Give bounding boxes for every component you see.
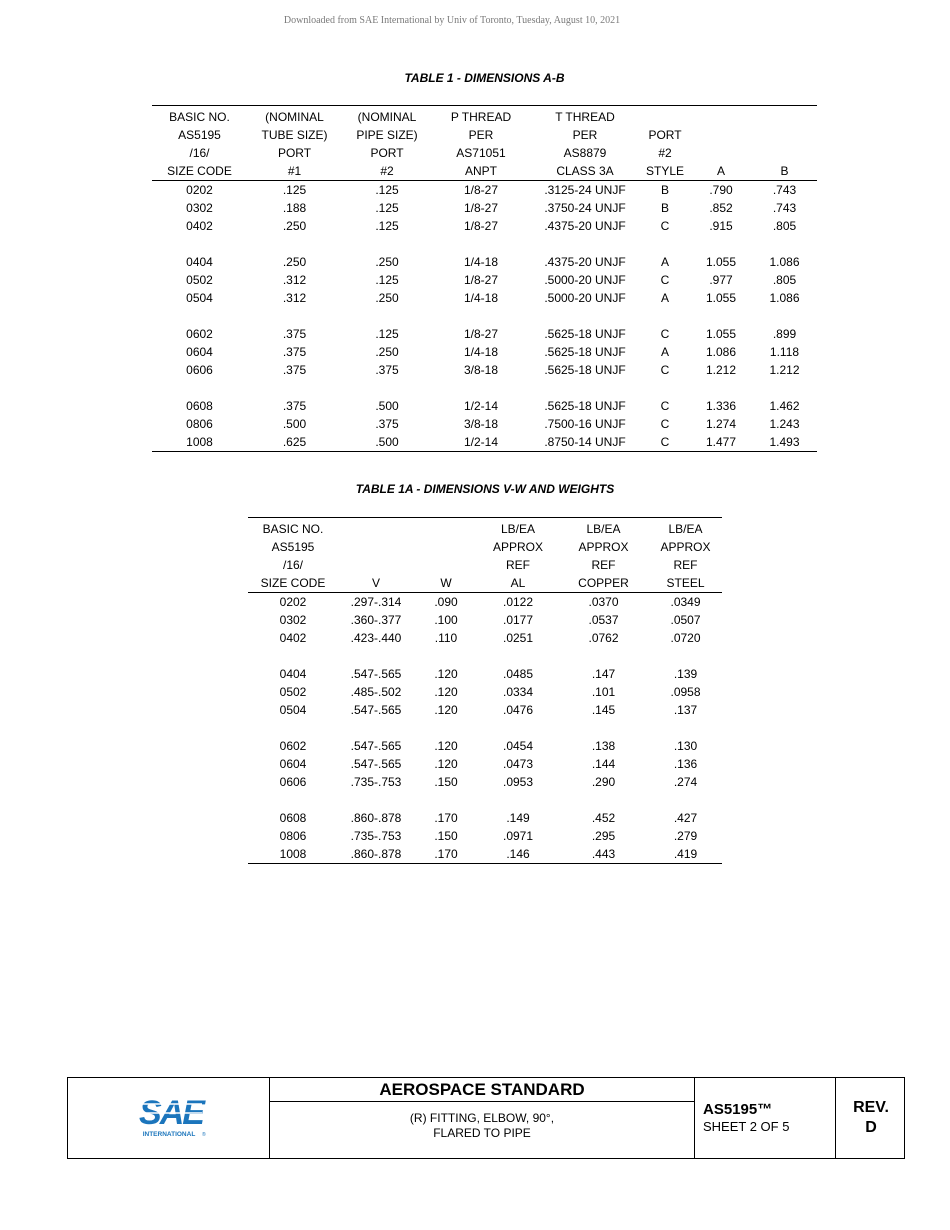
table-cell: .0537 <box>588 613 619 627</box>
revision-value: D <box>865 1119 877 1136</box>
table-cell: .150 <box>434 775 458 789</box>
header-cell: STEEL <box>649 574 722 593</box>
table-cell: .130 <box>673 739 698 753</box>
header-cell: AS5195 <box>271 540 315 554</box>
document-title <box>270 1102 694 1141</box>
header-cell: V <box>338 574 414 593</box>
logo-cell <box>68 1078 270 1158</box>
table-cell: .500 <box>375 399 399 413</box>
table-cell: .312 <box>282 291 307 305</box>
table-cell: 0608 <box>186 399 213 413</box>
table-cell: .375 <box>282 327 307 341</box>
table-cell: 0602 <box>186 327 213 341</box>
revision-label: REV. <box>853 1099 889 1116</box>
table-cell: .443 <box>558 845 649 864</box>
table-cell: B <box>660 201 669 215</box>
table-cell: 1.336 <box>705 399 737 413</box>
table-cell: .5625-18 UNJF <box>544 345 626 359</box>
header-cell: BASIC NO. <box>248 518 338 539</box>
table-cell: 1.243 <box>769 417 800 431</box>
table-cell: .743 <box>772 183 797 197</box>
header-cell: /16/ <box>282 558 303 572</box>
table-cell: .0485 <box>502 667 534 681</box>
table1a-caption: TABLE 1A - DIMENSIONS V-W AND WEIGHTS <box>355 482 615 496</box>
header-cell: (NOMINAL <box>342 106 432 127</box>
table-cell: .419 <box>649 845 722 864</box>
table-cell: 1.212 <box>769 363 800 377</box>
table-cell: C <box>660 327 670 341</box>
spacer-cell <box>152 379 817 397</box>
table-cell: .297-.314 <box>350 595 402 609</box>
spacer-cell <box>248 719 722 737</box>
table-row <box>248 845 722 864</box>
table-cell: .0958 <box>670 685 701 699</box>
header-cell: A <box>690 162 752 181</box>
table-cell: 1/4-18 <box>463 291 499 305</box>
table-cell: .0507 <box>670 613 701 627</box>
table-row <box>152 361 817 379</box>
table-cell: .279 <box>673 829 698 843</box>
table-cell: .0334 <box>502 685 534 699</box>
table-cell: .274 <box>673 775 698 789</box>
table-row <box>248 665 722 683</box>
table-cell: A <box>660 291 669 305</box>
header-cell: W <box>414 574 478 593</box>
header-cell: B <box>752 162 817 181</box>
table-cell: .0953 <box>502 775 534 789</box>
header-row <box>248 538 722 556</box>
header-cell: PORT <box>648 128 682 142</box>
table-cell: 1/2-14 <box>463 399 499 413</box>
table-row <box>248 737 722 755</box>
table-cell: C <box>660 363 670 377</box>
header-cell: LB/EA <box>558 518 649 539</box>
table-cell: .500 <box>282 417 307 431</box>
table-cell: .375 <box>375 363 399 377</box>
table-cell: 1.055 <box>705 291 737 305</box>
table-cell: 0404 <box>186 255 213 269</box>
table-cell: .139 <box>673 667 698 681</box>
table-cell: .0720 <box>670 631 701 645</box>
table-cell: .125 <box>282 183 307 197</box>
table-cell: .0122 <box>502 595 534 609</box>
table-cell: 0502 <box>279 685 307 699</box>
table-row <box>152 415 817 433</box>
table-cell: .250 <box>375 345 399 359</box>
table-cell: .427 <box>673 811 698 825</box>
document-number: AS5195™ <box>703 1101 773 1118</box>
table-cell: .375 <box>282 345 307 359</box>
table-cell: 0806 <box>279 829 307 843</box>
table-row <box>248 773 722 791</box>
table-cell: 3/8-18 <box>463 417 499 431</box>
table-row <box>248 593 722 612</box>
table-cell: .547-.565 <box>350 703 402 717</box>
table-cell: 0202 <box>279 595 307 609</box>
spacer-cell <box>248 791 722 809</box>
header-cell <box>690 126 752 144</box>
table-cell: A <box>660 345 669 359</box>
header-cell: REF <box>506 558 530 572</box>
header-cell: AS5195 <box>178 128 221 142</box>
table-cell: .188 <box>282 201 307 215</box>
table-cell: B <box>660 183 669 197</box>
spacer-row <box>248 647 722 665</box>
title-cell <box>270 1078 695 1158</box>
header-cell: ANPT <box>432 162 530 181</box>
header-cell <box>752 106 817 127</box>
table-cell: .0251 <box>502 631 534 645</box>
table-cell: 0504 <box>279 703 307 717</box>
header-cell: T THREAD <box>530 106 640 127</box>
table-cell: .120 <box>434 739 458 753</box>
header-cell: #2 <box>658 146 672 160</box>
table-cell: C <box>660 219 670 233</box>
table-cell: 0202 <box>186 183 213 197</box>
table-row <box>152 217 817 235</box>
table-cell: .375 <box>282 399 307 413</box>
table-cell: .5625-18 UNJF <box>544 363 626 377</box>
header-cell: AS71051 <box>456 146 506 160</box>
table-cell: 1.274 <box>705 417 737 431</box>
header-cell: LB/EA <box>649 518 722 539</box>
table-cell: C <box>660 417 670 431</box>
table-row <box>152 271 817 289</box>
table-cell: .5000-20 UNJF <box>544 273 626 287</box>
table-cell: .977 <box>709 273 733 287</box>
header-cell <box>338 518 414 539</box>
spacer-row <box>152 307 817 325</box>
table-cell: .0476 <box>502 703 534 717</box>
table-cell: .125 <box>375 327 399 341</box>
header-cell: REF <box>673 558 698 572</box>
table-row <box>248 809 722 827</box>
header-cell: APPROX <box>492 540 543 554</box>
table-cell: 1.086 <box>705 345 737 359</box>
table-cell: .101 <box>591 685 616 699</box>
sae-logo-icon <box>136 1092 206 1140</box>
table-cell: .625 <box>247 433 342 452</box>
table-cell: 1.055 <box>705 327 737 341</box>
table-cell: .137 <box>673 703 698 717</box>
table-cell: .735-.753 <box>350 829 402 843</box>
logo-subtitle: INTERNATIONAL <box>142 1131 196 1138</box>
header-cell: #1 <box>247 162 342 181</box>
header-cell <box>338 556 414 574</box>
table-cell: 1/4-18 <box>463 255 499 269</box>
table-cell: 0302 <box>186 201 213 215</box>
header-cell: CLASS 3A <box>530 162 640 181</box>
table-cell: 0402 <box>279 631 307 645</box>
header-cell: REF <box>591 558 616 572</box>
header-cell: BASIC NO. <box>152 106 247 127</box>
header-row <box>152 106 817 127</box>
table-cell: .0971 <box>502 829 534 843</box>
table-cell: 1.086 <box>769 291 800 305</box>
table-cell: 1/8-27 <box>463 327 499 341</box>
table-cell: .500 <box>342 433 432 452</box>
table-cell: .0370 <box>588 595 619 609</box>
header-row <box>248 574 722 593</box>
table-cell: .4375-20 UNJF <box>544 219 626 233</box>
table-cell: .423-.440 <box>350 631 402 645</box>
table-cell: .250 <box>282 219 307 233</box>
header-cell <box>414 538 478 556</box>
header-cell: PORT <box>277 146 312 160</box>
table-cell: .3750-24 UNJF <box>544 201 626 215</box>
title-line-1: (R) FITTING, ELBOW, 90°, <box>409 1111 555 1125</box>
table-row <box>152 253 817 271</box>
header-cell <box>414 518 478 539</box>
table-cell: .250 <box>375 291 399 305</box>
table-cell: 1008 <box>152 433 247 452</box>
table-row <box>152 433 817 452</box>
table-cell: 1/8-27 <box>463 183 499 197</box>
table-cell: .147 <box>591 667 616 681</box>
header-cell: PIPE SIZE) <box>356 128 418 142</box>
table-cell: .452 <box>591 811 616 825</box>
table-cell: .295 <box>591 829 616 843</box>
download-watermark: Downloaded from SAE International by Univ of Toronto, Tuesday, August 10, 2021 <box>283 15 621 26</box>
header-cell: PER <box>572 128 598 142</box>
header-cell: LB/EA <box>478 518 558 539</box>
table-row <box>248 701 722 719</box>
table-cell: .250 <box>282 255 307 269</box>
table-cell: 0606 <box>279 775 307 789</box>
table-cell: .120 <box>434 685 458 699</box>
table-cell: .170 <box>414 845 478 864</box>
table-cell: 1.212 <box>705 363 737 377</box>
table-row <box>248 683 722 701</box>
table-row <box>248 611 722 629</box>
table-cell: .125 <box>375 201 399 215</box>
table-cell: .805 <box>772 219 797 233</box>
table1-dimensions-a-b <box>152 105 817 452</box>
header-cell <box>752 144 817 162</box>
table-cell: 1/4-18 <box>463 345 499 359</box>
header-row <box>152 162 817 181</box>
header-cell: AS8879 <box>563 146 607 160</box>
table-cell: .144 <box>591 757 616 771</box>
table1-caption: TABLE 1 - DIMENSIONS A-B <box>404 71 565 85</box>
table-cell: 1/8-27 <box>463 219 499 233</box>
table-cell: C <box>660 399 670 413</box>
table-cell: .125 <box>375 219 399 233</box>
title-line-2: FLARED TO PIPE <box>433 1126 531 1140</box>
header-row <box>248 518 722 539</box>
table-cell: .852 <box>709 201 733 215</box>
table-row <box>152 397 817 415</box>
table-cell: .250 <box>375 255 399 269</box>
table-cell: .120 <box>434 667 458 681</box>
title-block <box>67 1077 905 1159</box>
table-row <box>248 755 722 773</box>
table-cell: .150 <box>434 829 458 843</box>
table-cell: .899 <box>772 327 797 341</box>
table-cell: .125 <box>375 273 399 287</box>
table-cell: .375 <box>375 417 399 431</box>
table-cell: .915 <box>709 219 733 233</box>
table-cell: .090 <box>434 595 458 609</box>
spacer-row <box>248 791 722 809</box>
table-cell: .790 <box>709 183 733 197</box>
header-cell <box>690 106 752 127</box>
spacer-row <box>248 719 722 737</box>
table-cell: .3125-24 UNJF <box>544 183 626 197</box>
table-cell: 1.055 <box>705 255 737 269</box>
header-cell: AL <box>478 574 558 593</box>
table-cell: .485-.502 <box>350 685 402 699</box>
table-cell: 1.118 <box>769 345 800 359</box>
header-row <box>248 556 722 574</box>
table-cell: .860-.878 <box>338 845 414 864</box>
table-cell: .120 <box>434 703 458 717</box>
header-cell: COPPER <box>558 574 649 593</box>
table-cell: 0604 <box>279 757 307 771</box>
table1a-dimensions-v-w-weights <box>248 517 722 864</box>
table-cell: 1.462 <box>769 399 800 413</box>
table-cell: .138 <box>591 739 616 753</box>
table-cell: .805 <box>772 273 797 287</box>
table-cell: .312 <box>282 273 307 287</box>
header-cell <box>338 538 414 556</box>
table-row <box>248 827 722 845</box>
header-row <box>152 126 817 144</box>
table-cell: 0504 <box>186 291 213 305</box>
table-cell: A <box>660 255 669 269</box>
logo-wordmark: SAE <box>139 1094 203 1132</box>
sheet-number: SHEET 2 OF 5 <box>703 1119 790 1134</box>
table-cell: .146 <box>478 845 558 864</box>
spacer-cell <box>152 307 817 325</box>
spacer-row <box>152 235 817 253</box>
table-cell: .290 <box>591 775 616 789</box>
revision-cell <box>836 1078 906 1158</box>
header-cell: APPROX <box>660 540 711 554</box>
header-cell: /16/ <box>189 146 210 160</box>
table-cell: .735-.753 <box>350 775 402 789</box>
table-cell: .7500-16 UNJF <box>544 417 626 431</box>
spacer-cell <box>152 235 817 253</box>
header-cell: PORT <box>370 146 404 160</box>
table-cell: 1/8-27 <box>463 273 499 287</box>
table-cell: 0404 <box>279 667 307 681</box>
table-cell: 0602 <box>279 739 307 753</box>
table-cell: 0806 <box>186 417 213 431</box>
standard-type: AEROSPACE STANDARD <box>270 1078 694 1102</box>
table-cell: .360-.377 <box>350 613 402 627</box>
table-cell: .125 <box>375 183 399 197</box>
table-cell: .136 <box>673 757 698 771</box>
table-cell: .8750-14 UNJF <box>530 433 640 452</box>
header-cell: APPROX <box>578 540 629 554</box>
header-cell <box>690 144 752 162</box>
table-cell: .170 <box>434 811 458 825</box>
table-cell: 0402 <box>186 219 213 233</box>
table-cell: .547-.565 <box>350 667 402 681</box>
table-cell: C <box>640 433 690 452</box>
header-row <box>152 144 817 162</box>
table-cell: 1008 <box>248 845 338 864</box>
header-cell: P THREAD <box>432 106 530 127</box>
table-row <box>152 289 817 307</box>
table-cell: .5625-18 UNJF <box>544 399 626 413</box>
table-cell: .375 <box>282 363 307 377</box>
spacer-row <box>152 379 817 397</box>
header-cell: SIZE CODE <box>152 162 247 181</box>
table-cell: 1/2-14 <box>432 433 530 452</box>
logo-registered-mark: ® <box>202 1132 206 1138</box>
table-cell: .5000-20 UNJF <box>544 291 626 305</box>
table-cell: 0608 <box>279 811 307 825</box>
table-cell: .149 <box>506 811 530 825</box>
table-cell: 1/8-27 <box>463 201 499 215</box>
header-cell <box>640 106 690 127</box>
header-cell <box>752 126 817 144</box>
header-cell: TUBE SIZE) <box>261 128 328 142</box>
table-cell: C <box>660 273 670 287</box>
table-cell: .547-.565 <box>350 739 402 753</box>
table-cell: .0473 <box>502 757 534 771</box>
table-cell: 1.086 <box>769 255 800 269</box>
table-cell: 1.477 <box>690 433 752 452</box>
table-cell: .0349 <box>670 595 701 609</box>
table-row <box>248 629 722 647</box>
table-cell: .743 <box>772 201 797 215</box>
table-cell: 3/8-18 <box>463 363 499 377</box>
spacer-cell <box>248 647 722 665</box>
table-row <box>152 199 817 217</box>
table-cell: .860-.878 <box>350 811 402 825</box>
table-cell: .5625-18 UNJF <box>544 327 626 341</box>
table-row <box>152 181 817 200</box>
table-cell: .0454 <box>502 739 534 753</box>
table-cell: .110 <box>434 631 458 645</box>
table-cell: 1.493 <box>752 433 817 452</box>
header-cell: (NOMINAL <box>247 106 342 127</box>
header-cell <box>414 556 478 574</box>
table-cell: .0762 <box>588 631 619 645</box>
header-cell: PER <box>468 128 494 142</box>
table-cell: .145 <box>591 703 616 717</box>
table-cell: .0177 <box>502 613 534 627</box>
table-row <box>152 325 817 343</box>
table-cell: 0502 <box>186 273 213 287</box>
table-cell: .4375-20 UNJF <box>544 255 626 269</box>
header-cell: SIZE CODE <box>248 574 338 593</box>
table-cell: 0302 <box>279 613 307 627</box>
table-cell: 0604 <box>186 345 213 359</box>
table-cell: .100 <box>434 613 458 627</box>
document-number-cell <box>695 1078 836 1158</box>
table-cell: .547-.565 <box>350 757 402 771</box>
table-row <box>152 343 817 361</box>
header-cell: #2 <box>342 162 432 181</box>
table-cell: .120 <box>434 757 458 771</box>
table-cell: 0606 <box>186 363 213 377</box>
header-cell: STYLE <box>640 162 690 181</box>
